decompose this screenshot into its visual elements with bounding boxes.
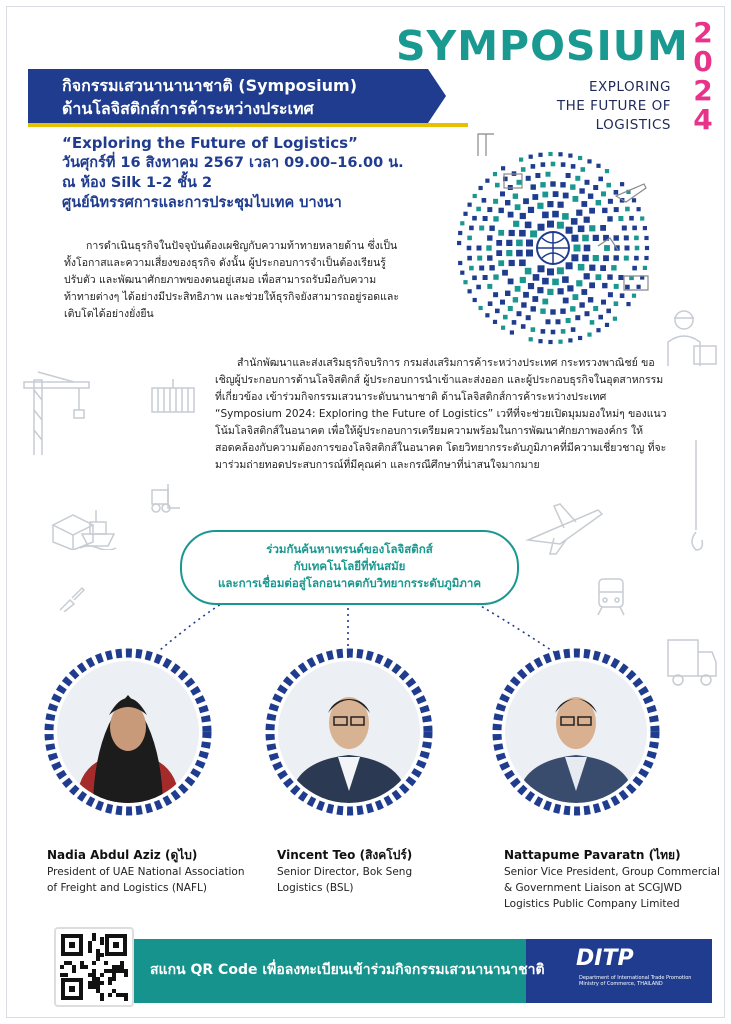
qr-cell [112, 973, 116, 977]
title-line-2: ด้านโลจิสติกส์การค้าระหว่างประเทศ [62, 99, 314, 118]
speaker-photo [278, 661, 420, 803]
subtitle-line: EXPLORING [588, 79, 671, 95]
qr-cell [116, 993, 120, 997]
symposium-wordmark: SYMPOSIUM [396, 22, 689, 70]
qr-cell [100, 937, 104, 941]
qr-cell [124, 993, 128, 997]
qr-cell [100, 953, 104, 957]
qr-cell [112, 989, 116, 993]
highlight-line-1: ร่วมกันค้นหาเทรนด์ของโลจิสติกส์ [266, 542, 433, 556]
qr-cell [100, 981, 104, 985]
event-date-time: วันศุกร์ที่ 16 สิงหาคม 2567 เวลา 09.00–16.00 น. [62, 155, 404, 171]
highlight-line-3: และการเชื่อมต่อสู่โลกอนาคตกับวิทยากรระดับภูมิภาค [217, 576, 482, 590]
qr-cell [108, 969, 112, 973]
qr-cell [108, 993, 112, 997]
qr-cell [116, 969, 120, 973]
qr-cell [92, 961, 96, 965]
speaker-name: Vincent Teo (สิงคโปร์) [277, 848, 413, 862]
qr-cell [120, 993, 124, 997]
speaker-role-line: Logistics (BSL) [277, 882, 354, 894]
speaker-role-line: of Freight and Logistics (NAFL) [47, 882, 207, 894]
qr-cell [108, 981, 112, 985]
qr-cell [124, 997, 128, 1001]
qr-cell [92, 933, 96, 937]
qr-cell [92, 985, 96, 989]
qr-cell [120, 965, 124, 969]
year-digit: 4 [693, 103, 713, 136]
year-digit: 2 [693, 74, 713, 107]
qr-cell [88, 945, 92, 949]
qr-cell [92, 981, 96, 985]
qr-cell [96, 989, 100, 993]
qr-cell [88, 949, 92, 953]
qr-cell [72, 969, 76, 973]
speaker-name: Nattapume Pavaratn (ไทย) [504, 848, 681, 862]
speaker-role-line: & Government Liaison at SCGJWD [504, 882, 682, 894]
qr-cell [68, 961, 72, 965]
year-digit: 2 [693, 16, 713, 49]
speaker-role-line: President of UAE National Association [47, 866, 245, 878]
qr-cell [80, 961, 84, 965]
qr-cell [60, 965, 64, 969]
title-line-1: กิจกรรมเสวนานานาชาติ (Symposium) [62, 76, 358, 95]
qr-cell [112, 977, 116, 981]
speaker-role-line: Senior Director, Bok Seng [277, 866, 413, 878]
speaker-role-line: Senior Vice President, Group Commercial [504, 866, 720, 878]
qr-cell [96, 949, 100, 953]
event-theme: “Exploring the Future of Logistics” [62, 134, 358, 152]
qr-code[interactable] [54, 927, 134, 1007]
qr-cell [92, 969, 96, 973]
subtitle-line: LOGISTICS [595, 117, 671, 133]
qr-cell [88, 981, 92, 985]
qr-cell [92, 973, 96, 977]
qr-cell [96, 977, 100, 981]
qr-cell [96, 957, 100, 961]
qr-cell [124, 973, 128, 977]
qr-cell [124, 969, 128, 973]
qr-cell [64, 973, 68, 977]
ditp-logo: DITP [576, 946, 634, 971]
qr-cell [100, 993, 104, 997]
qr-cell [84, 965, 88, 969]
speaker-photo [57, 661, 199, 803]
ditp-logo-subtitle [579, 975, 691, 987]
qr-cell [88, 973, 92, 977]
highlight-line-2: กับเทคโนโลยีที่ทันสมัย [293, 559, 406, 573]
qr-cell [120, 961, 124, 965]
qr-cell [88, 985, 92, 989]
qr-cell [104, 969, 108, 973]
qr-cell [60, 973, 64, 977]
ditp-sub-line: Ministry of Commerce, THAILAND [579, 981, 663, 987]
qr-cell [112, 969, 116, 973]
speaker-name: Nadia Abdul Aziz (ดูไบ) [47, 848, 198, 862]
qr-cell [104, 961, 108, 965]
footer-cta: สแกน QR Code เพื่อลงทะเบียนเข้าร่วมกิจกรรมเสวนานานาชาติ [150, 962, 545, 978]
qr-cell [72, 965, 76, 969]
year-digit: 0 [693, 45, 713, 78]
subtitle-line: THE FUTURE OF [556, 98, 671, 114]
event-room: ณ ห้อง Silk 1-2 ชั้น 2 [62, 175, 213, 191]
qr-cell [100, 941, 104, 945]
highlight-box [180, 530, 519, 605]
qr-cell [100, 997, 104, 1001]
qr-cell [108, 977, 112, 981]
qr-cell [88, 941, 92, 945]
event-venue: ศูนย์นิทรรศการและการประชุมไบเทค บางนา [62, 195, 342, 211]
qr-cell [92, 977, 96, 981]
qr-cell [96, 953, 100, 957]
paragraph-text: สำนักพัฒนาและส่งเสริมธุรกิจบริการ กรมส่งเสริมการค้าระหว่างประเทศ กระทรวงพาณิชย์ ขอเชิญผู้ประกอบการด้านโลจิสติกส์ ผู้ประกอบการนำเข้าและส่งออก และผู้ประกอบธุรกิจในอุตสาหกรรมที่เกี่ยวข้อง เข้าร่วมกิจกรรมเสวนาระดับนานาชาติ ด้านโลจิสติกส์การค้าระหว่างประเทศ “Symposium 2024: Exploring the Future of Logistics” เวทีที่จะช่วยเปิดมุมมองใหม่ๆ ของแนวโน้มโลจิสติกส์ในอนาคต เพื่อให้ผู้ประกอบการเตรียมความพร้อมในการพัฒนาศักยภาพองค์กร ให้สอดคล้องกับความต้องการของโลจิสติกส์ในอนาคต โดยวิทยากรระดับภูมิภาคที่มีความเชี่ยวชาญ ที่จะมาร่วมถ่ายทอดประสบการณ์ที่มีคุณค่า และกรณีศึกษาที่น่าสนใจมากมาย [215, 357, 667, 471]
paragraph-text: การดำเนินธุรกิจในปัจจุบันต้องเผชิญกับความท้าทายหลายด้าน ซึ่งเป็นทั้งโอกาสและความเสี่ยงของธุรกิจ ดังนั้น ผู้ประกอบการจำเป็นต้องเรียนรู้ ปรับตัว และพัฒนาศักยภาพของตนอยู่เสมอ เพื่อสามารถรับมือกับความท้าทายต่างๆ ได้อย่างมีประสิทธิภาพ และช่วยให้ธุรกิจยังสามารถอยู่รอดและเติบโตได้อย่างยั่งยืน [64, 240, 399, 320]
qr-cell [120, 969, 124, 973]
qr-cell [96, 981, 100, 985]
qr-cell [64, 961, 68, 965]
qr-cell [96, 985, 100, 989]
speaker-photo [505, 661, 647, 803]
ditp-sub-line: Department of International Trade Promotion [579, 975, 692, 981]
qr-cell [116, 965, 120, 969]
qr-cell [112, 965, 116, 969]
speaker-role-line: Logistics Public Company Limited [504, 898, 680, 910]
qr-cell [92, 937, 96, 941]
qr-cell [100, 973, 104, 977]
qr-cell [80, 965, 84, 969]
